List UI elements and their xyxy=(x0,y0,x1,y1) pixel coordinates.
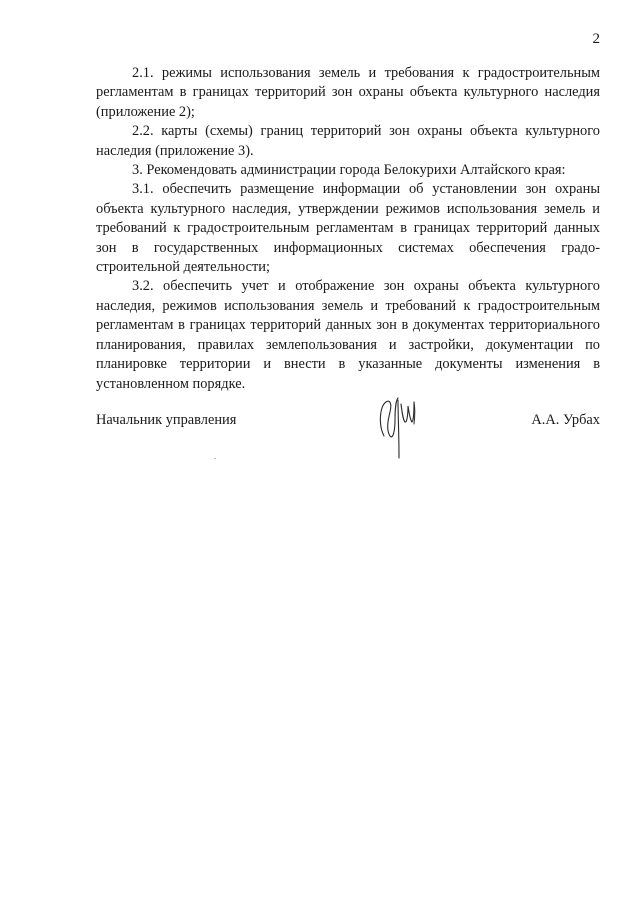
paragraph-2-1: 2.1. режимы использования земель и требования к градостроительным регламентам в границах территорий зон охраны объекта культурного наследия (приложение 2); xyxy=(96,65,600,120)
paragraph-3-1: 3.1. обеспечить размещение информации об установлении зон охраны объекта культурного наследия, утверждении режимов использования земель и требований к градостроительным регламентам в границах территорий данных зон в государственных информационных системах обеспечения градостроительной деятельности; xyxy=(96,181,600,276)
document-body xyxy=(96,64,600,394)
paragraph-3-2: 3.2. обеспечить учет и отображение зон охраны объекта культурного наследия, режимов использования земель и требований к градостроительным регламентам в границах территорий данных зон в документах территориального планирования, правилах землепользования и застройки, документации по планировке территории и внести в указанные документы изменения в установленном порядке. xyxy=(96,278,600,392)
paragraph-3: 3. Рекомендовать администрации города Белокурихи Алтайского края: xyxy=(132,162,566,179)
paragraph-2-2: 2.2. карты (схемы) границ территорий зон охраны объекта культурного наследия (приложение 3). xyxy=(96,123,600,159)
page-number: 2 xyxy=(592,31,600,47)
signature-block xyxy=(96,410,600,434)
handwritten-signature-icon xyxy=(368,390,428,462)
signer-name: А.А. Урбах xyxy=(531,412,600,428)
signer-position: Начальник управления xyxy=(96,412,237,428)
scan-artifact xyxy=(214,458,216,459)
